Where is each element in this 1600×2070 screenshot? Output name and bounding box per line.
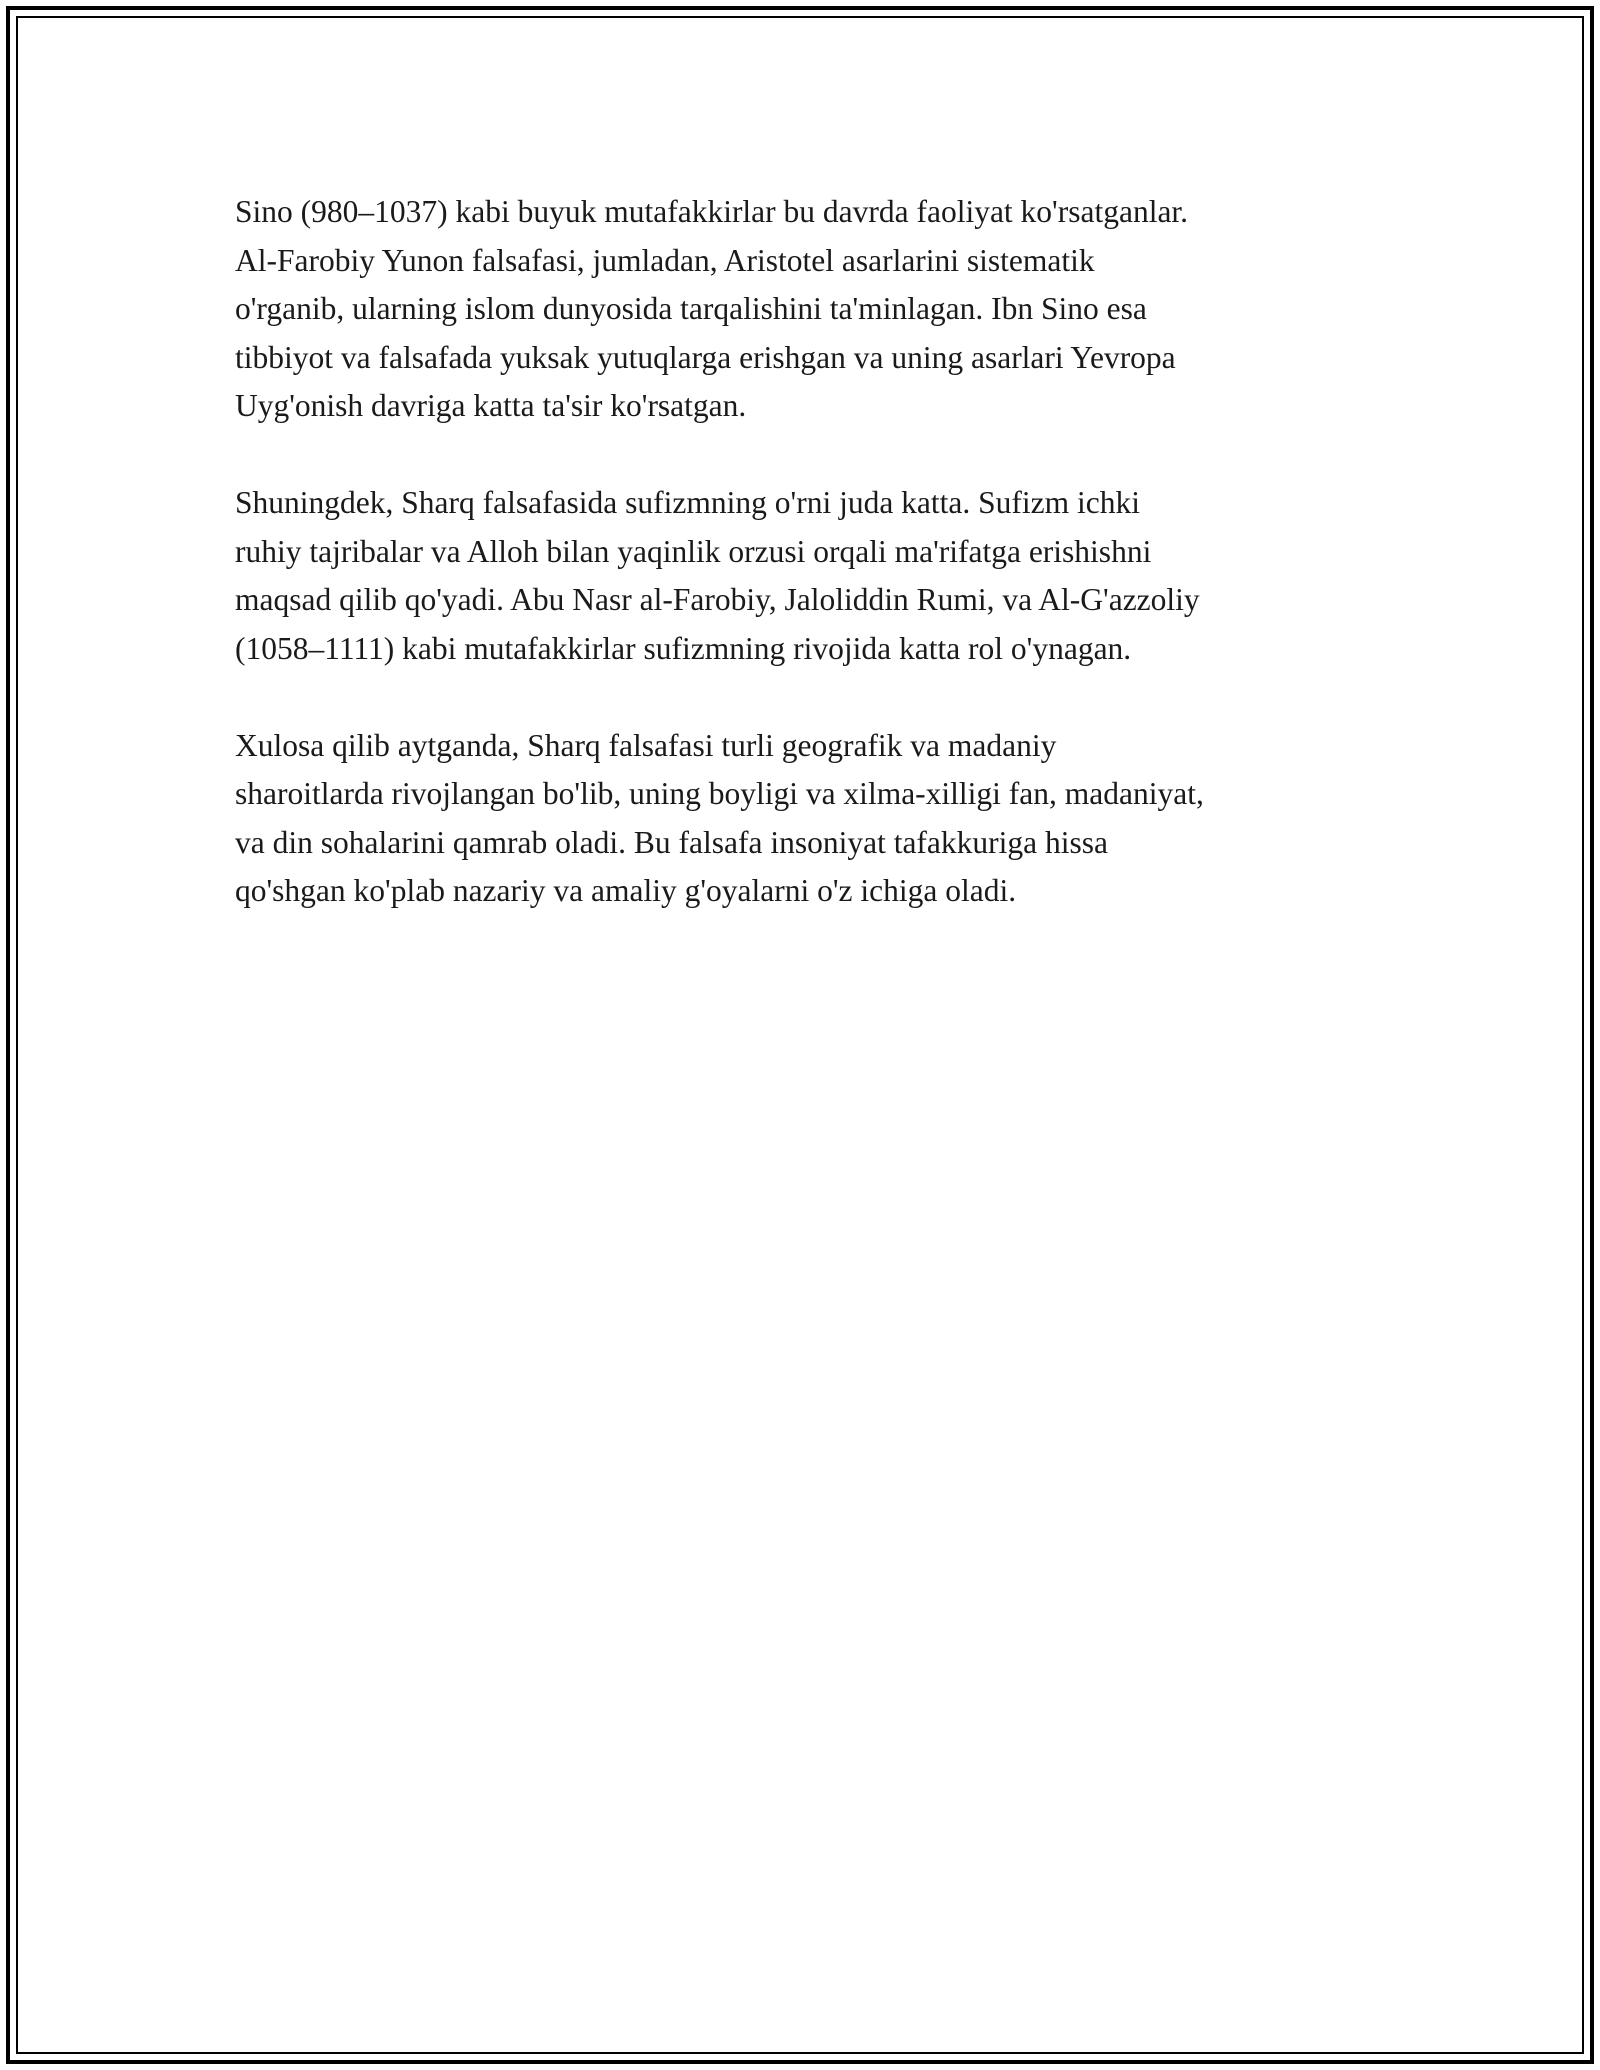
text-line: (1058–1111) kabi mutafakkirlar sufizmning rivojida katta rol o'ynagan. [235,630,1132,666]
text-line: Al-Farobiy Yunon falsafasi, jumladan, Aristotel asarlarini sistematik [235,242,1095,278]
text-line: qo'shgan ko'plab nazariy va amaliy g'oyalarni o'z ichiga oladi. [235,873,1017,908]
paragraph-1 [235,188,1375,431]
text-line: va din sohalarini qamrab oladi. Bu falsafa insoniyat tafakkuriga hissa [235,824,1109,860]
text-line: Uyg'onish davriga katta ta'sir ko'rsatgan. [235,388,747,423]
text-line: ruhiy tajribalar va Alloh bilan yaqinlik orzusi orqali ma'rifatga erishishni [235,533,1152,569]
text-line: Xulosa qilib aytganda, Sharq falsafasi turli geografik va madaniy [235,727,1057,763]
text-line: Sino (980–1037) kabi buyuk mutafakkirlar bu davrda faoliyat ko'rsatganlar. [235,194,1189,229]
text-line: Shuningdek, Sharq falsafasida sufizmning o'rni juda katta. Sufizm ichki [235,485,1140,520]
text-line: tibbiyot va falsafada yuksak yutuqlarga erishgan va uning asarlari Yevropa [235,339,1176,375]
text-line: maqsad qilib qo'yadi. Abu Nasr al-Farobiy, Jaloliddin Rumi, va Al-G'azzoliy [235,582,1200,617]
text-line: o'rganib, ularning islom dunyosida tarqalishini ta'minlagan. Ibn Sino esa [235,291,1147,326]
text-line: sharoitlarda rivojlangan bo'lib, uning boyligi va xilma-xilligi fan, madaniyat, [235,776,1204,811]
paragraph-3 [235,722,1375,916]
paragraph-2 [235,479,1375,673]
document-body [235,188,1375,964]
